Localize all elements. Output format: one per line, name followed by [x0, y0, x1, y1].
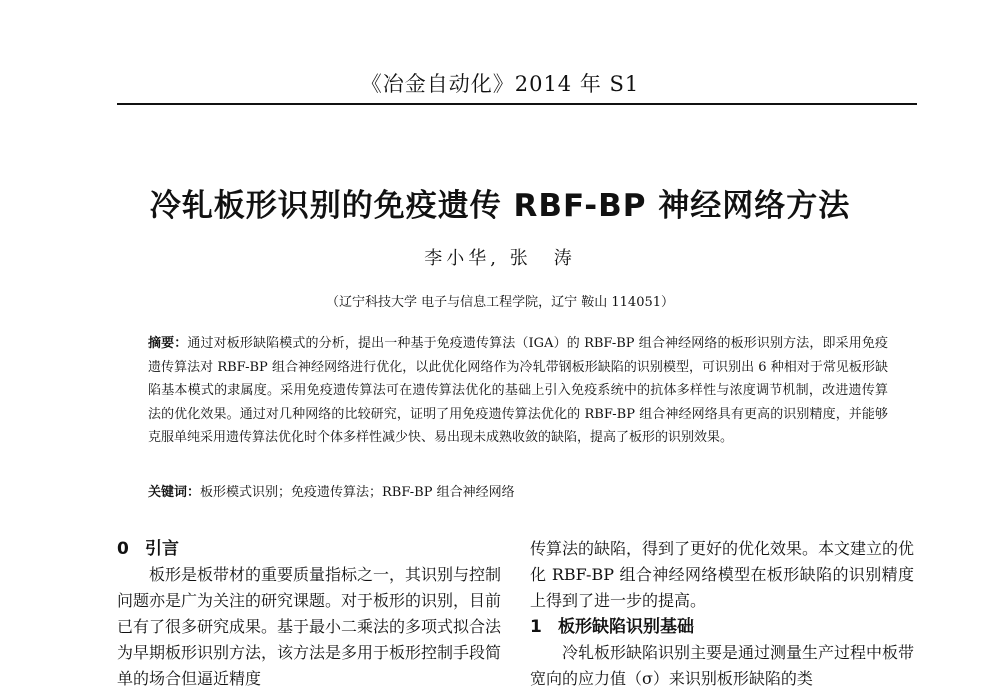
section-heading-basis: [530, 614, 914, 640]
keywords-label: 关键词：: [148, 485, 201, 500]
keywords-text: 板形模式识别；免疫遗传算法；RBF-BP 组合神经网络: [200, 485, 515, 500]
basis-paragraph: 冷轧板形缺陷识别主要是通过测量生产过程中板带宽向的应力值（σ）来识别板形缺陷的类: [530, 643, 915, 688]
article-authors: 李小华, 张 涛: [424, 248, 576, 269]
journal-header: 《冶金自动化》2014 年 S1: [360, 72, 640, 96]
intro-paragraph-continued: 传算法的缺陷，得到了更好的优化效果。本文建立的优化 RBF-BP 组合神经网络模型在板形缺陷的识别精度上得到了进一步的提高。: [530, 539, 915, 610]
abstract-text: 通过对板形缺陷模式的分析，提出一种基于免疫遗传算法（IGA）的 RBF-BP 组合神经网络的板形识别方法，即采用免疫遗传算法对 RBF-BP 组合神经网络进行优化，以此优化网络作为冷轧带钢板形缺陷的识别模型，可识别出 6 种相对于常见板形缺陷基本模式的隶属度。采用免疫遗传算法可在遗传算法优化的基础上引入免疫系统中的抗体多样性与浓度调节机制，改进遗传算法的优化效果。通过对几种网络的比较研究，证明了用免疫遗传算法优化的 RBF-BP 组合神经网络具有更高的识别精度，并能够克服单纯采用遗传算法优化时个体多样性减少快、易出现未成熟收敛的缺陷，提高了板形的识别效果。: [148, 336, 888, 445]
section-title: 引言: [145, 539, 179, 559]
header-rule: [117, 103, 917, 105]
right-column: [530, 536, 914, 692]
section-title: 板形缺陷识别基础: [558, 617, 694, 637]
author-affiliation: （辽宁科技大学 电子与信息工程学院，辽宁 鞍山 114051）: [325, 295, 675, 310]
left-column: [117, 536, 501, 692]
article-title: 冷轧板形识别的免疫遗传 RBF-BP 神经网络方法: [149, 188, 851, 224]
section-number: 1: [530, 617, 542, 637]
abstract-label: 摘要：: [148, 336, 188, 351]
intro-paragraph: 板形是板带材的重要质量指标之一，其识别与控制问题亦是广为关注的研究课题。对于板形的识别，目前已有了很多研究成果。基于最小二乘法的多项式拟合法为早期板形识别方法，该方法是多用于板形控制手段简单的场合但逼近精度: [117, 565, 502, 688]
section-heading-intro: [117, 536, 501, 562]
abstract: [148, 332, 888, 450]
keywords: [148, 481, 888, 504]
section-number: 0: [117, 539, 129, 559]
